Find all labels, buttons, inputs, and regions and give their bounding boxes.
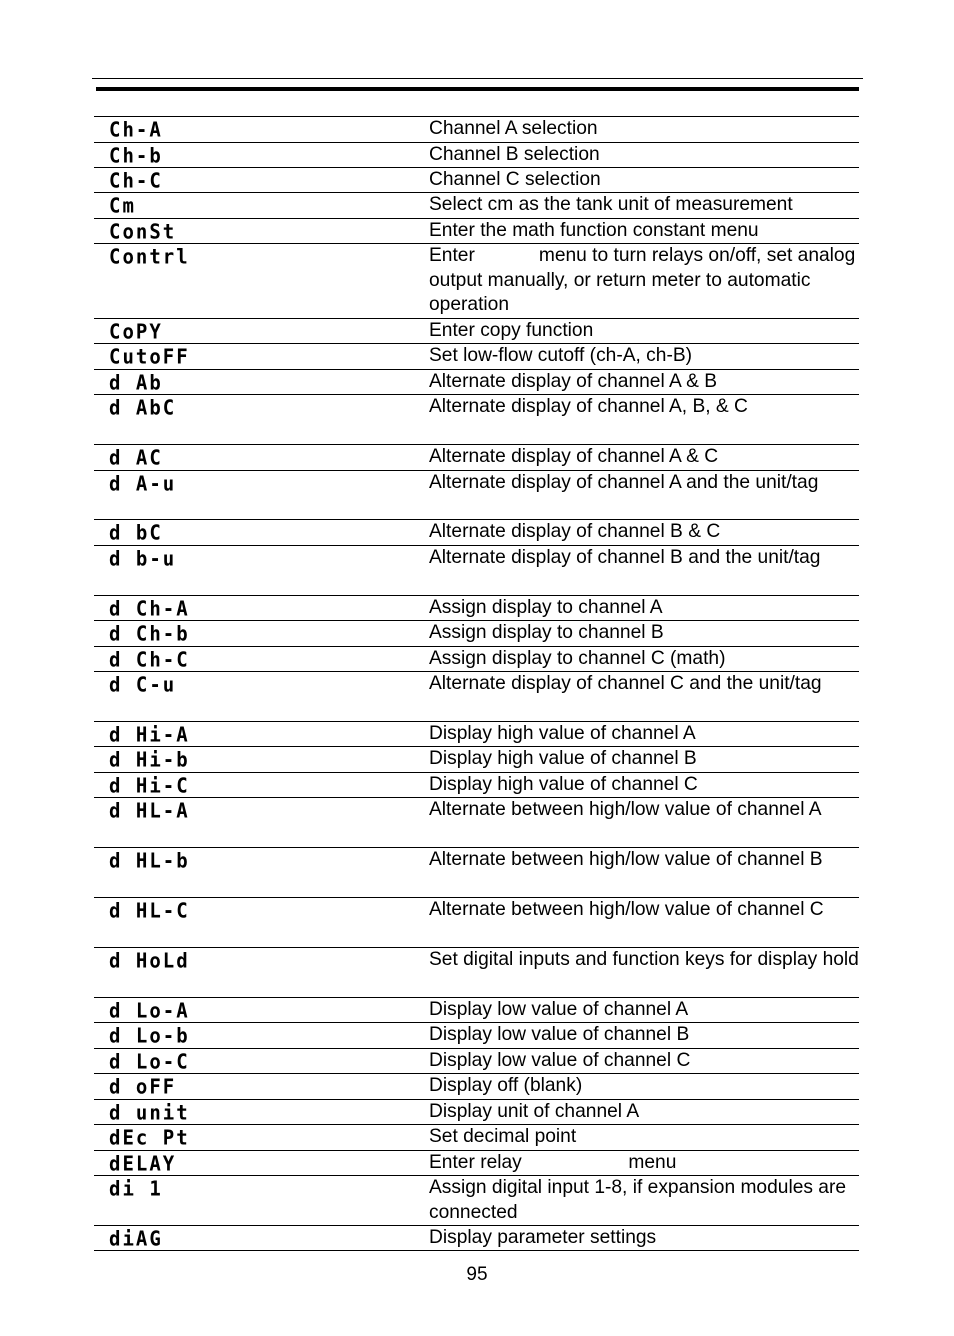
table-row	[94, 545, 859, 595]
table-row	[94, 1175, 859, 1225]
parameter-description: Assign display to channel A	[429, 597, 663, 618]
parameter-description: Display high value of channel B	[429, 748, 697, 769]
parameter-description: Alternate display of channel A and the unit/tag	[429, 472, 819, 493]
parameter-description: Channel B selection	[429, 144, 600, 165]
parameter-description: Channel C selection	[429, 169, 601, 190]
table-row	[94, 318, 859, 343]
parameter-code: ConSt	[109, 220, 177, 244]
parameter-description: Set digital inputs and function keys for display hold	[429, 949, 859, 970]
parameter-code: d unit	[109, 1101, 190, 1125]
table-row	[94, 1073, 859, 1099]
table-row	[94, 847, 859, 897]
table-row	[94, 1225, 859, 1251]
parameter-description: Display parameter settings	[429, 1227, 657, 1248]
table-row	[94, 1150, 859, 1175]
parameter-code: d AC	[109, 446, 163, 470]
parameter-code: d b-u	[109, 547, 177, 571]
parameter-code: Ch-A	[109, 118, 163, 142]
header-rule-thin	[92, 78, 863, 79]
parameter-description: Enter menu to turn relays on/off, set analog output manually, or return meter to automatic operation	[429, 245, 861, 315]
parameter-code: d HL-b	[109, 849, 190, 873]
parameter-code: d Hi-b	[109, 748, 190, 772]
table-row	[94, 218, 859, 243]
table-row	[94, 192, 859, 218]
parameter-description: Display low value of channel B	[429, 1024, 690, 1045]
table-row	[94, 1124, 859, 1150]
parameter-code: CoPY	[109, 320, 163, 344]
parameter-table	[94, 116, 859, 1251]
parameter-code: d HoLd	[109, 949, 190, 973]
parameter-description: Assign digital input 1-8, if expansion modules are connected	[429, 1177, 852, 1223]
parameter-code: d bC	[109, 521, 163, 545]
parameter-code: CutoFF	[109, 345, 190, 369]
parameter-description: Channel A selection	[429, 118, 598, 139]
parameter-code: Ch-C	[109, 169, 163, 193]
table-row	[94, 243, 859, 318]
table-row	[94, 1048, 859, 1073]
parameter-description: Assign display to channel C (math)	[429, 648, 726, 669]
parameter-code: d HL-C	[109, 899, 190, 923]
table-row	[94, 620, 859, 646]
parameter-code: d oFF	[109, 1075, 177, 1099]
parameter-description: Alternate display of channel C and the unit/tag	[429, 673, 822, 694]
parameter-code: dELAY	[109, 1152, 177, 1176]
table-row	[94, 997, 859, 1022]
parameter-code: Ch-b	[109, 144, 163, 168]
parameter-code: Contrl	[109, 245, 190, 269]
parameter-code: d Lo-b	[109, 1024, 190, 1048]
table-row	[94, 671, 859, 721]
parameter-description: Assign display to channel B	[429, 622, 664, 643]
table-row	[94, 721, 859, 746]
table-row	[94, 1022, 859, 1048]
page-number: 95	[466, 1264, 488, 1285]
parameter-description: Display low value of channel A	[429, 999, 689, 1020]
table-row	[94, 343, 859, 369]
parameter-code: d Hi-C	[109, 774, 190, 798]
parameter-code: Cm	[109, 194, 136, 218]
table-row	[94, 897, 859, 947]
table-row	[94, 142, 859, 167]
parameter-description: Alternate display of channel A & C	[429, 446, 719, 467]
parameter-code: dEc Pt	[109, 1126, 190, 1150]
parameter-description: Select cm as the tank unit of measurement	[429, 194, 793, 215]
parameter-description: Enter relay menu	[429, 1152, 677, 1173]
header-rule-thick	[96, 87, 859, 91]
table-row	[94, 470, 859, 519]
table-row	[94, 519, 859, 545]
table-row	[94, 797, 859, 847]
parameter-description: Set decimal point	[429, 1126, 577, 1147]
parameter-code: d Ch-C	[109, 648, 190, 672]
parameter-description: Alternate between high/low value of channel A	[429, 799, 822, 820]
parameter-code: di 1	[109, 1177, 163, 1201]
parameter-description: Display high value of channel A	[429, 723, 696, 744]
parameter-description: Alternate between high/low value of channel C	[429, 899, 824, 920]
parameter-code: diAG	[109, 1227, 163, 1251]
parameter-code: d Ab	[109, 371, 163, 395]
parameter-description: Set low-flow cutoff (ch-A, ch-B)	[429, 345, 693, 366]
table-row	[94, 947, 859, 997]
parameter-description: Display high value of channel C	[429, 774, 698, 795]
parameter-code: d Hi-A	[109, 723, 190, 747]
parameter-code: d HL-A	[109, 799, 190, 823]
parameter-description: Alternate between high/low value of channel B	[429, 849, 823, 870]
table-row	[94, 1099, 859, 1124]
table-row	[94, 595, 859, 620]
parameter-code: d AbC	[109, 396, 177, 420]
parameter-description: Enter copy function	[429, 320, 594, 341]
table-row	[94, 444, 859, 470]
parameter-description: Alternate display of channel A & B	[429, 371, 717, 392]
parameter-description: Alternate display of channel A, B, & C	[429, 396, 748, 417]
parameter-description: Display low value of channel C	[429, 1050, 691, 1071]
parameter-description: Alternate display of channel B & C	[429, 521, 721, 542]
parameter-code: d C-u	[109, 673, 177, 697]
parameter-code: d Lo-A	[109, 999, 190, 1023]
table-row	[94, 746, 859, 772]
table-row	[94, 167, 859, 192]
table-row	[94, 116, 859, 142]
parameter-code: d A-u	[109, 472, 177, 496]
parameter-code: d Ch-b	[109, 622, 190, 646]
table-row	[94, 394, 859, 444]
table-row	[94, 772, 859, 797]
parameter-description: Display off (blank)	[429, 1075, 583, 1096]
parameter-description: Display unit of channel A	[429, 1101, 640, 1122]
parameter-code: d Ch-A	[109, 597, 190, 621]
parameter-code: d Lo-C	[109, 1050, 190, 1074]
parameter-description: Enter the math function constant menu	[429, 220, 759, 241]
table-row	[94, 369, 859, 394]
parameter-description: Alternate display of channel B and the unit/tag	[429, 547, 821, 568]
table-row	[94, 646, 859, 671]
